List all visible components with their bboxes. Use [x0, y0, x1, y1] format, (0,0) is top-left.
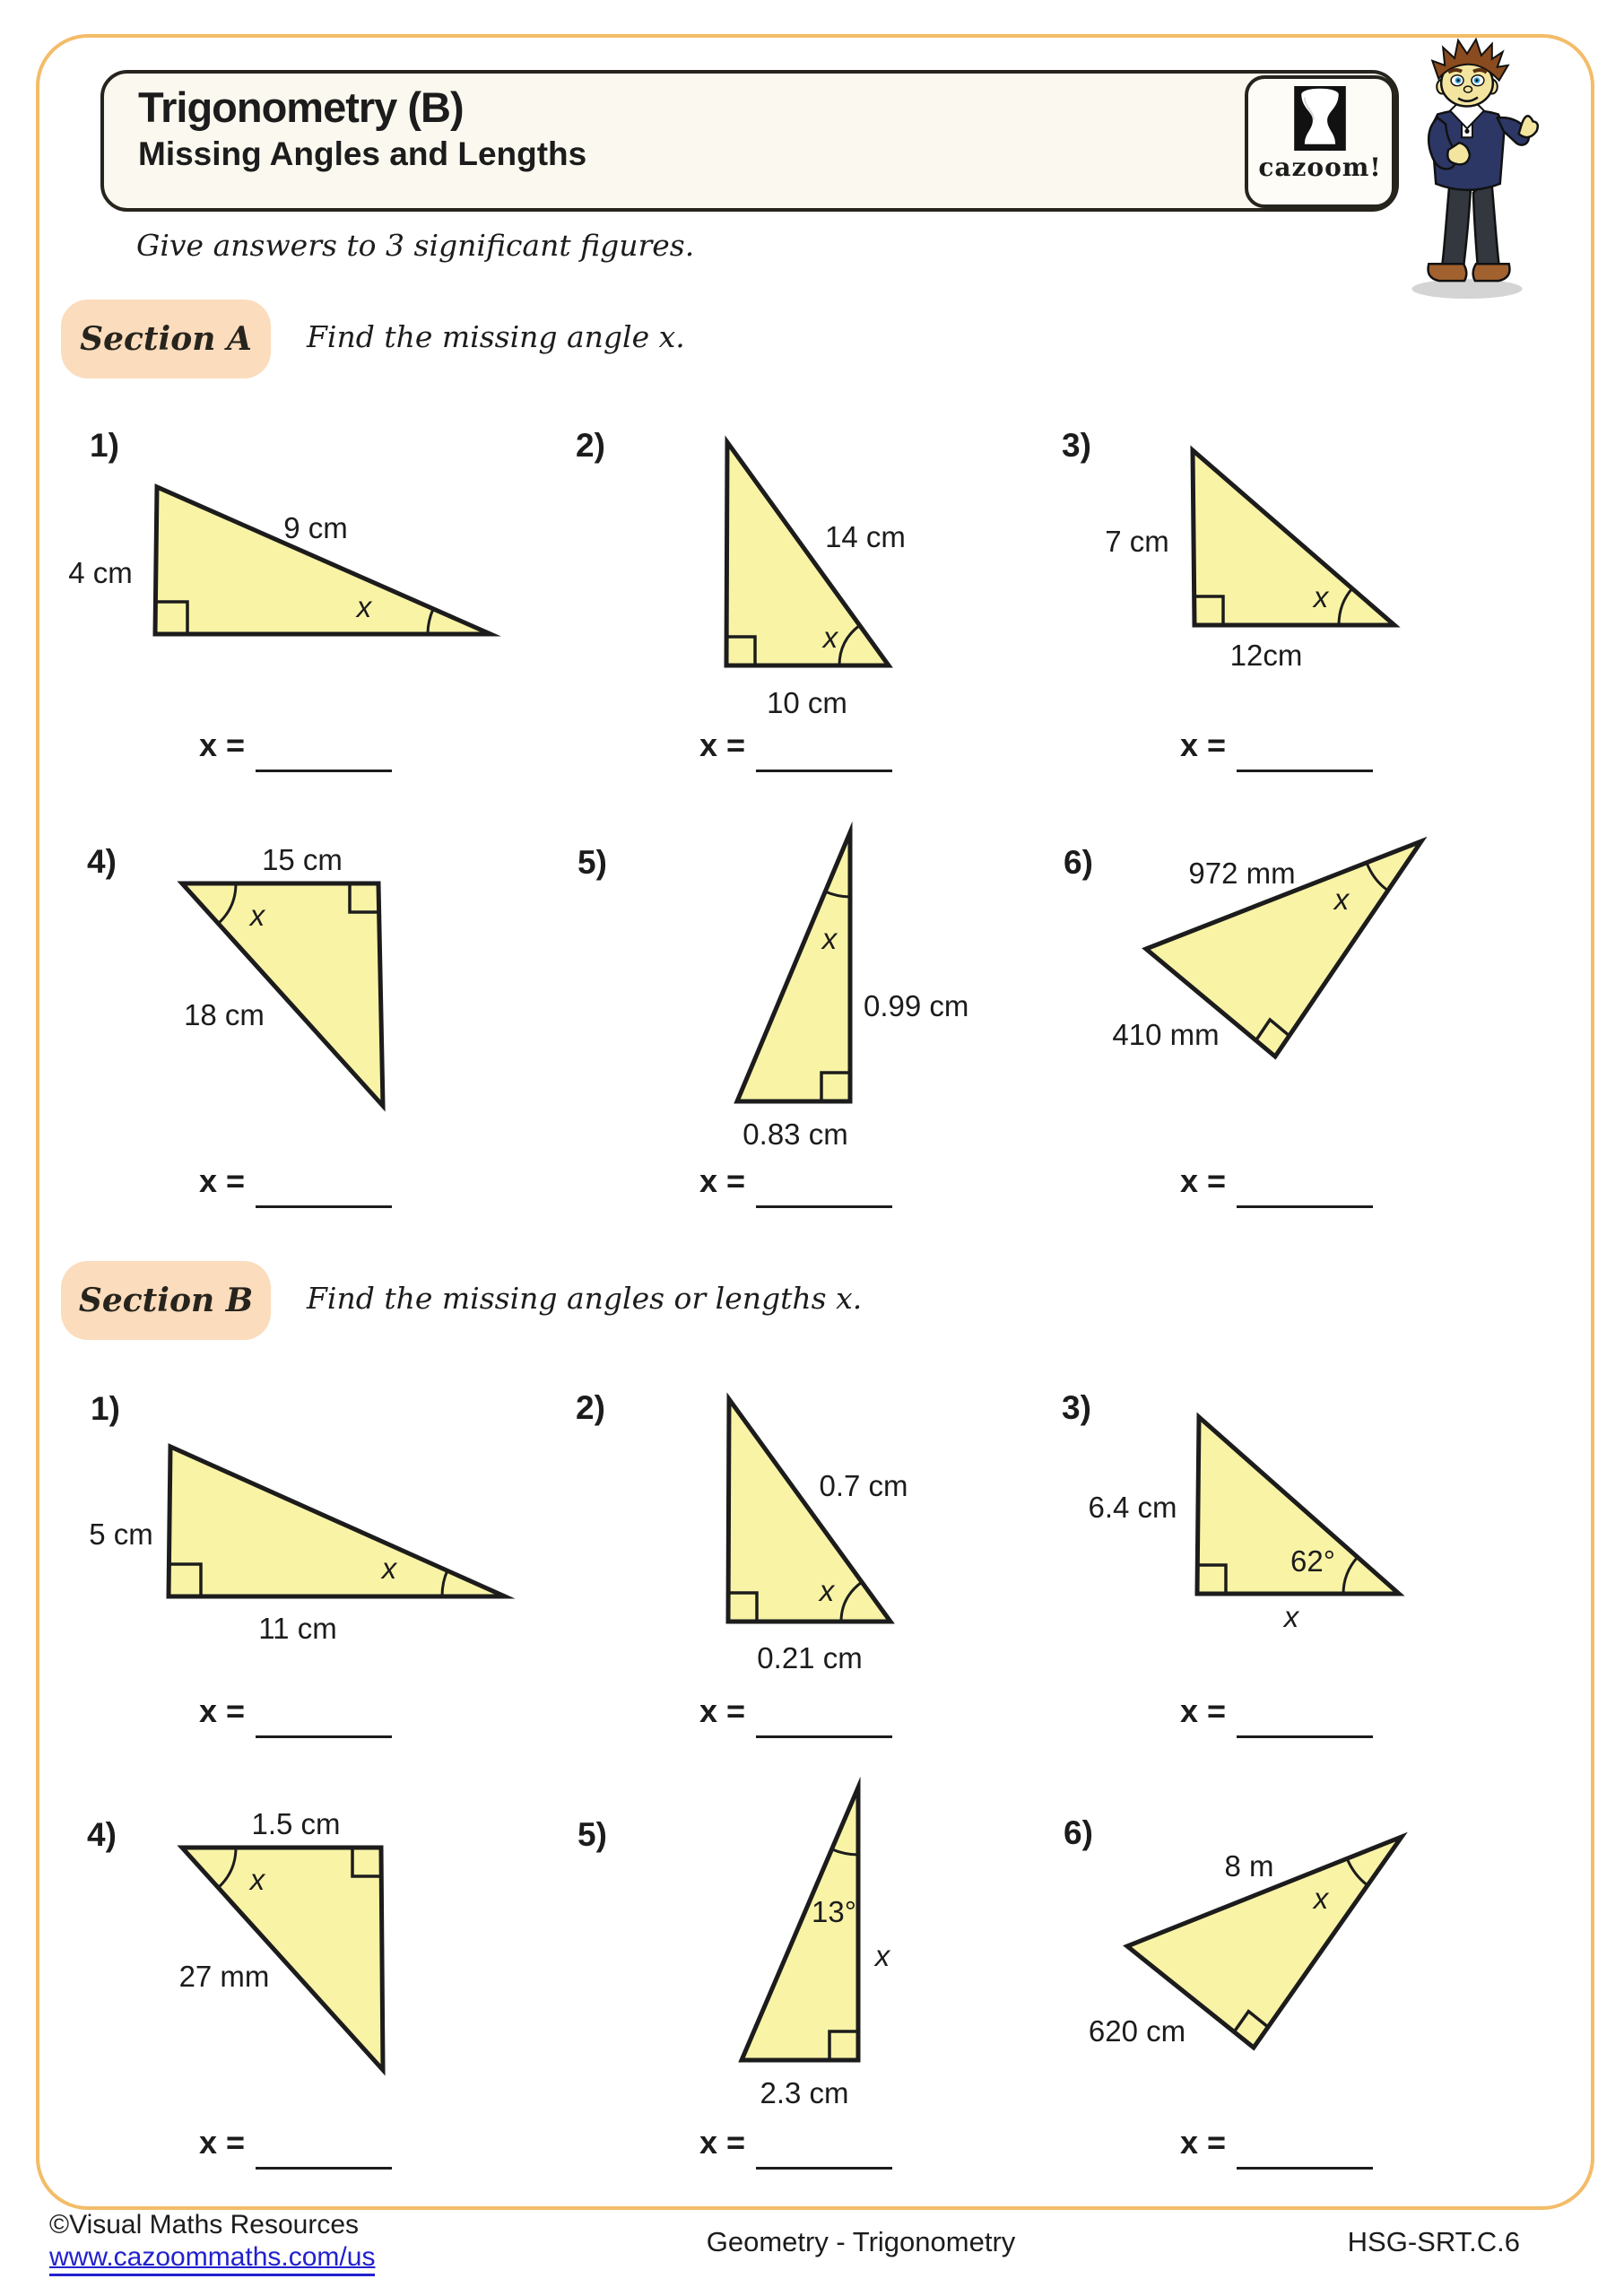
triangle-b4 — [179, 1807, 383, 2070]
triangle-b4-shape — [182, 1848, 383, 2070]
answer-field-b3: x = — [1180, 1692, 1373, 1730]
page-title: Trigonometry (B) — [138, 83, 464, 131]
svg-text:972 mm: 972 mm — [1188, 857, 1296, 890]
svg-text:9 cm: 9 cm — [283, 511, 348, 544]
problem-number-a5: 5) — [578, 844, 607, 881]
triangle-a5 — [737, 832, 968, 1151]
svg-text:620 cm: 620 cm — [1088, 2014, 1186, 2048]
answer-field-a6: x = — [1180, 1162, 1373, 1200]
triangle-b1 — [89, 1447, 505, 1645]
svg-text:13°: 13° — [812, 1895, 856, 1928]
problem-number-b4: 4) — [87, 1816, 117, 1853]
answer-blank-line — [756, 2127, 892, 2170]
triangle-a1 — [68, 487, 491, 634]
answer-field-a5: x = — [699, 1162, 892, 1200]
svg-text:x: x — [821, 922, 838, 955]
problem-number-a1: 1) — [90, 427, 119, 464]
svg-text:x: x — [874, 1939, 890, 1972]
triangle-b3 — [1088, 1417, 1399, 1633]
answer-blank-line — [756, 730, 892, 772]
answer-blank-line — [256, 730, 392, 772]
problem-number-a6: 6) — [1064, 844, 1093, 881]
svg-text:12cm: 12cm — [1229, 639, 1303, 672]
svg-text:62°: 62° — [1290, 1544, 1335, 1578]
section-b-pill: Section B — [61, 1261, 271, 1340]
svg-text:x: x — [1333, 883, 1350, 916]
answer-blank-line — [756, 1696, 892, 1738]
answer-field-a4: x = — [199, 1162, 392, 1200]
footer-website-link[interactable]: www.cazoommaths.com/us — [49, 2242, 375, 2276]
footer-standard-code: HSG-SRT.C.6 — [1347, 2226, 1520, 2257]
answer-field-a1: x = — [199, 726, 392, 764]
answer-field-b1: x = — [199, 1692, 392, 1730]
triangle-a1-shape — [155, 487, 491, 634]
answer-blank-line — [256, 1166, 392, 1208]
footer-copyright: ©Visual Maths Resources — [49, 2210, 360, 2239]
page-subtitle: Missing Angles and Lengths — [138, 135, 587, 172]
problem-number-b5: 5) — [578, 1816, 607, 1853]
section-a-pill: Section A — [61, 300, 271, 378]
svg-text:14 cm: 14 cm — [825, 520, 906, 553]
triangle-b2 — [728, 1399, 908, 1674]
answer-field-b6: x = — [1180, 2124, 1373, 2161]
svg-text:5 cm: 5 cm — [89, 1518, 153, 1551]
section-b-task: Find the missing angles or lengths x. — [307, 1281, 863, 1316]
answer-blank-line — [1237, 730, 1373, 772]
svg-text:6.4 cm: 6.4 cm — [1088, 1491, 1177, 1524]
answer-blank-line — [256, 2127, 392, 2170]
triangle-a2-shape — [726, 442, 889, 665]
problem-number-a4: 4) — [87, 843, 117, 880]
svg-text:x: x — [1283, 1600, 1299, 1633]
answer-field-b5: x = — [699, 2124, 892, 2161]
answer-blank-line — [756, 1166, 892, 1208]
answer-field-b4: x = — [199, 2124, 392, 2161]
general-instruction: Give answers to 3 significant figures. — [136, 228, 695, 263]
svg-text:x: x — [1313, 580, 1329, 613]
svg-text:x: x — [249, 1863, 265, 1896]
problem-number-b2: 2) — [576, 1389, 605, 1426]
svg-text:x: x — [822, 621, 838, 654]
svg-text:x: x — [1313, 1882, 1329, 1915]
answer-field-a2: x = — [699, 726, 892, 764]
problem-number-b3: 3) — [1062, 1389, 1091, 1426]
triangle-a4 — [182, 843, 383, 1106]
svg-text:0.83 cm: 0.83 cm — [743, 1118, 848, 1151]
svg-text:27 mm: 27 mm — [178, 1960, 270, 1993]
triangle-b2-shape — [728, 1399, 890, 1622]
problem-number-a2: 2) — [576, 427, 605, 464]
answer-blank-line — [1237, 2127, 1373, 2170]
svg-text:0.99 cm: 0.99 cm — [864, 989, 969, 1022]
answer-blank-line — [256, 1696, 392, 1738]
svg-text:1.5 cm: 1.5 cm — [251, 1807, 341, 1840]
problem-number-b6: 6) — [1064, 1814, 1093, 1851]
cazoom-logo-text: cazoom! — [1258, 152, 1382, 182]
triangle-b5 — [742, 1787, 891, 2109]
answer-blank-line — [1237, 1696, 1373, 1738]
svg-text:8 m: 8 m — [1224, 1849, 1274, 1883]
triangle-a2 — [726, 442, 906, 719]
footer-topic: Geometry - Trigonometry — [706, 2226, 1016, 2257]
triangle-a4-shape — [182, 883, 383, 1106]
triangle-b6 — [1089, 1837, 1402, 2048]
answer-field-b2: x = — [699, 1692, 892, 1730]
svg-text:10 cm: 10 cm — [767, 686, 847, 719]
triangle-b1-shape — [169, 1447, 505, 1596]
section-a-task: Find the missing angle x. — [307, 319, 685, 354]
problem-number-b1: 1) — [91, 1390, 120, 1427]
svg-text:0.7 cm: 0.7 cm — [819, 1469, 908, 1502]
svg-text:4 cm: 4 cm — [68, 556, 133, 589]
svg-text:x: x — [356, 590, 372, 623]
svg-text:x: x — [249, 899, 265, 932]
svg-text:x: x — [381, 1552, 397, 1585]
problem-number-a3: 3) — [1062, 427, 1091, 464]
answer-blank-line — [1237, 1166, 1373, 1208]
svg-text:18 cm: 18 cm — [184, 998, 265, 1031]
svg-text:15 cm: 15 cm — [262, 843, 343, 876]
svg-text:11 cm: 11 cm — [258, 1612, 337, 1645]
triangle-a3 — [1105, 450, 1394, 672]
svg-text:0.21 cm: 0.21 cm — [757, 1641, 863, 1674]
svg-text:410 mm: 410 mm — [1112, 1018, 1220, 1051]
svg-text:2.3 cm: 2.3 cm — [760, 2076, 849, 2109]
answer-field-a3: x = — [1180, 726, 1373, 764]
svg-text:x: x — [819, 1574, 835, 1607]
svg-text:7 cm: 7 cm — [1105, 525, 1169, 558]
triangle-a5-shape — [737, 832, 850, 1101]
triangle-a6 — [1112, 841, 1421, 1057]
